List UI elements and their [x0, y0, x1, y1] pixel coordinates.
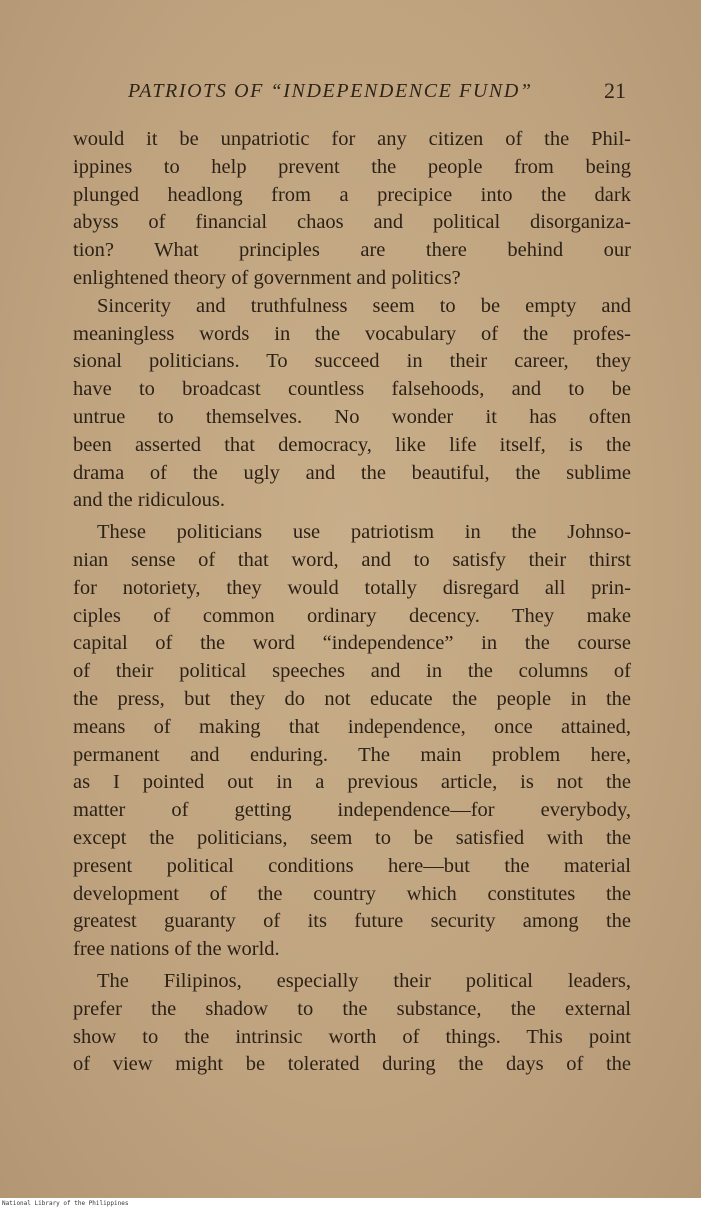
- page-number: 21: [604, 78, 626, 103]
- text-line: matter of getting independence—for everybody,: [73, 799, 631, 822]
- paragraph-4: [73, 968, 631, 1079]
- text-line: Sincerity and truthfulness seem to be empty and: [97, 294, 631, 317]
- text-line: drama of the ugly and the beautiful, the sublime: [73, 461, 631, 484]
- text-line: and the ridiculous.: [73, 489, 226, 512]
- text-line: plunged headlong from a precipice into the dark: [73, 183, 631, 206]
- text-line: means of making that independence, once attained,: [73, 715, 631, 738]
- text-line: have to broadcast countless falsehoods, and to be: [73, 378, 631, 401]
- text-line: been asserted that democracy, like life itself, is the: [73, 433, 631, 456]
- text-line: tion? What principles are there behind our: [73, 239, 631, 262]
- paragraph-1: [73, 126, 631, 293]
- text-line: development of the country which constitutes the: [73, 882, 631, 905]
- text-line: capital of the word “independence” in the course: [73, 632, 631, 655]
- text-line: greatest guaranty of its future security among the: [73, 910, 631, 933]
- paragraph-3: [73, 519, 631, 964]
- text-line: the press, but they do not educate the people in the: [73, 687, 631, 710]
- text-line: as I pointed out in a previous article, is not the: [73, 771, 631, 794]
- text-line: ippines to help prevent the people from being: [73, 155, 631, 178]
- library-credit: National Library of the Philippines: [2, 1200, 129, 1207]
- text-line: of their political speeches and in the columns of: [73, 660, 631, 683]
- text-line: These politicians use patriotism in the Johnso-: [97, 521, 631, 544]
- text-line: free nations of the world.: [73, 938, 280, 961]
- paragraph-2: [73, 293, 631, 515]
- text-line: permanent and enduring. The main problem here,: [73, 743, 631, 766]
- text-line: nian sense of that word, and to satisfy their thirst: [73, 548, 631, 571]
- text-line: except the politicians, seem to be satisfied with the: [73, 826, 631, 849]
- text-line: enlightened theory of government and politics?: [73, 266, 461, 289]
- text-line: for notoriety, they would totally disregard all prin-: [73, 576, 631, 599]
- text-line: abyss of financial chaos and political disorganiza-: [73, 211, 631, 234]
- text-line: meaningless words in the vocabulary of the profes-: [73, 322, 631, 345]
- text-line: sional politicians. To succeed in their career, they: [73, 350, 631, 373]
- text-line: present political conditions here—but the material: [73, 854, 631, 877]
- text-line: untrue to themselves. No wonder it has often: [73, 405, 631, 428]
- running-head: [0, 78, 701, 108]
- text-line: ciples of common ordinary decency. They make: [73, 604, 631, 627]
- text-line: show to the intrinsic worth of things. This point: [73, 1025, 631, 1048]
- body-text: [73, 126, 631, 1079]
- text-line: would it be unpatriotic for any citizen of the Phil-: [73, 128, 631, 150]
- text-line: prefer the shadow to the substance, the external: [73, 997, 631, 1020]
- text-line: of view might be tolerated during the days of the: [73, 1053, 631, 1076]
- running-title: PATRIOTS OF “INDEPENDENCE FUND”: [128, 80, 533, 102]
- text-line: The Filipinos, especially their political leaders,: [97, 969, 631, 992]
